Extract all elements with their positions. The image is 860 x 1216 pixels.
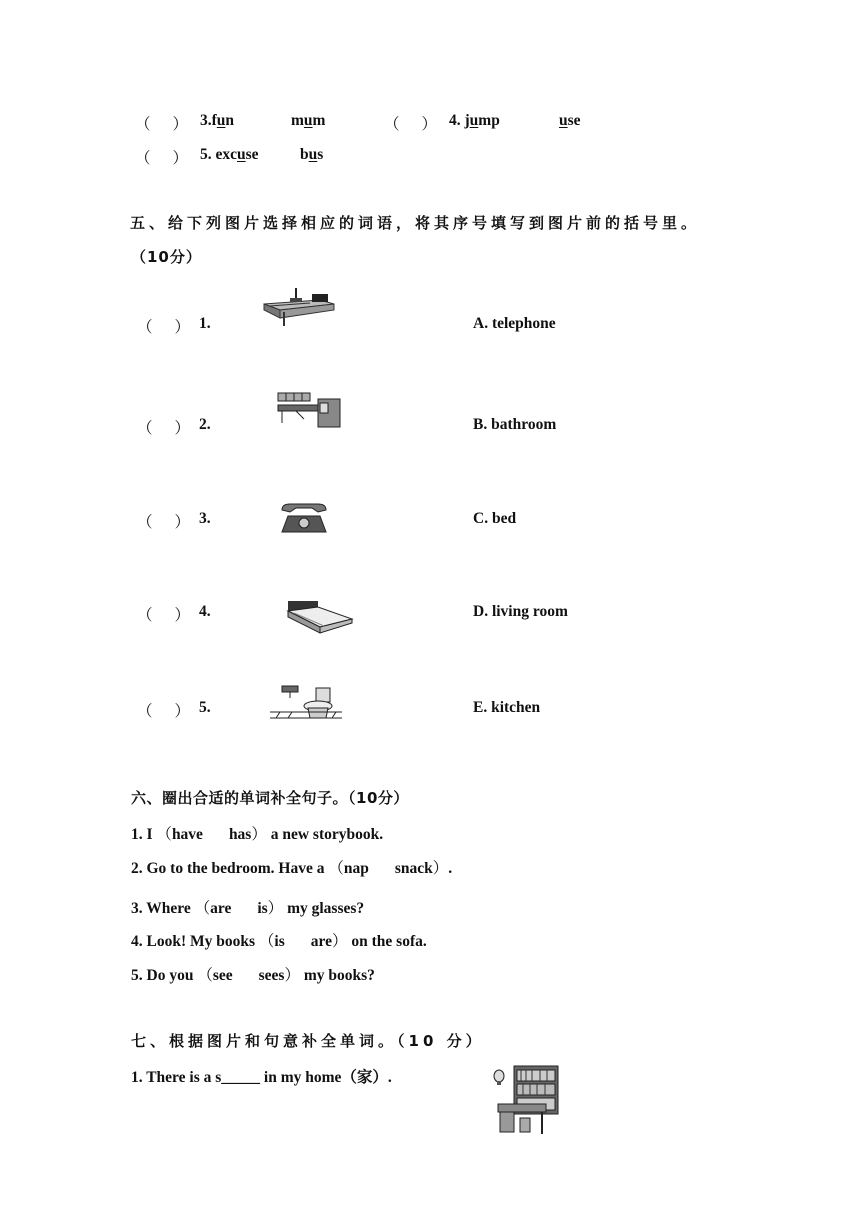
answer-paren[interactable]: （ ） (137, 703, 191, 720)
choice-b[interactable]: snack (394, 860, 433, 877)
section-7-title: 七、根据图片和句意补全单词。（10 分） (131, 1032, 485, 1050)
bed-icon (284, 599, 354, 635)
choice-a[interactable]: see (212, 967, 233, 984)
sentence-3: 3. Where （are is） my glasses? (131, 900, 365, 917)
phonics-word-bus: bus (300, 146, 324, 163)
phonics-word-use: use (559, 112, 581, 129)
option-c: C. bed (473, 510, 517, 527)
answer-paren[interactable]: （ ） (137, 319, 191, 336)
item-number: 3. (199, 510, 211, 527)
phonics-word-jump: 4. jump (449, 112, 500, 129)
section-7-question-1[interactable]: 1. There is a s_____ in my home（家）. (131, 1069, 392, 1086)
item-number: 4. (199, 603, 211, 620)
sentence-1: 1. I （have has） a new storybook. (131, 826, 384, 843)
choice-b[interactable]: are (310, 933, 332, 950)
study-room-icon (490, 1064, 562, 1136)
phonics-word-mum: mum (291, 112, 326, 129)
choice-a[interactable]: is (274, 933, 285, 950)
choice-a[interactable]: nap (343, 860, 369, 877)
choice-a[interactable]: have (171, 826, 203, 843)
sentence-5: 5. Do you （see sees） my books? (131, 967, 375, 984)
telephone-icon (278, 502, 330, 536)
choice-b[interactable]: is (257, 900, 268, 917)
answer-paren[interactable]: （ ） (137, 514, 191, 531)
answer-paren[interactable]: （ ） (135, 150, 189, 167)
item-number: 2. (199, 416, 211, 433)
option-d: D. living room (473, 603, 568, 620)
section-5-score: （10分） (131, 248, 202, 266)
choice-b[interactable]: sees (258, 967, 285, 984)
option-b: B. bathroom (473, 416, 557, 433)
phonics-word-fun: 3.fun (200, 112, 235, 129)
answer-paren[interactable]: （ ） (384, 116, 438, 133)
item-number: 1. (199, 315, 211, 332)
item-number: 5. (199, 699, 211, 716)
answer-paren[interactable]: （ ） (135, 116, 189, 133)
option-a: A. telephone (473, 315, 556, 332)
choice-a[interactable]: are (210, 900, 232, 917)
kitchen-counter-icon (276, 391, 342, 429)
sentence-2: 2. Go to the bedroom. Have a （nap snack）. (131, 860, 453, 877)
answer-paren[interactable]: （ ） (137, 607, 191, 624)
option-e: E. kitchen (473, 699, 541, 716)
choice-b[interactable]: has (228, 826, 252, 843)
study-desk-icon (260, 288, 338, 328)
bathroom-toilet-icon (268, 684, 344, 722)
phonics-word-excuse: 5. excuse (200, 146, 259, 163)
section-5-title: 五、给下列图片选择相应的词语，将其序号填写到图片前的括号里。 (130, 214, 701, 232)
answer-paren[interactable]: （ ） (137, 420, 191, 437)
section-6-title: 六、圈出合适的单词补全句子。（10分） (131, 789, 409, 807)
sentence-4: 4. Look! My books （is are） on the sofa. (131, 933, 427, 950)
